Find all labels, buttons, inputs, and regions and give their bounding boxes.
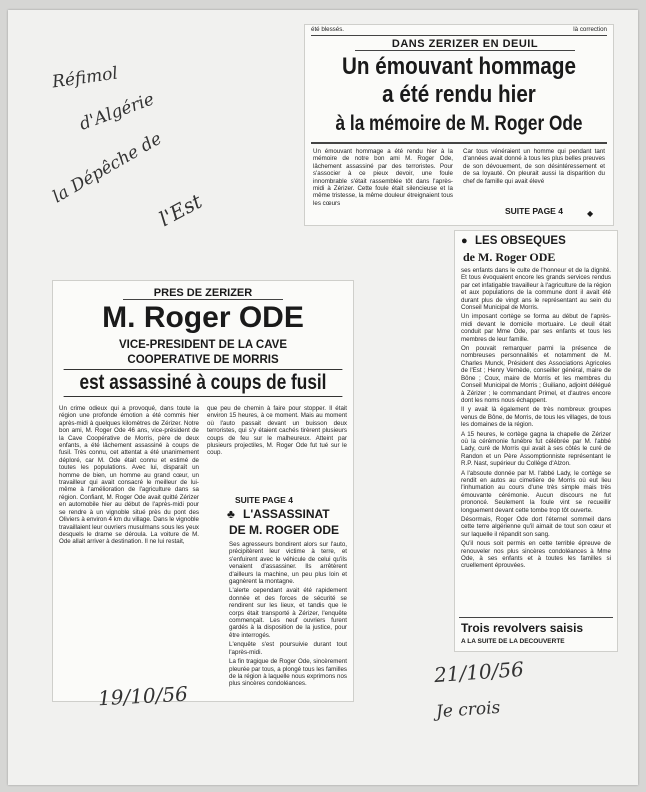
assassinat-col-1: Un crime odieux qui a provoqué, dans toute la région une profonde émotion a été commis hier après-midi à quelques kilomètres de Zérizer. Notre bon ami, M. Roger Ode 46 ans, vice-président de la Cave Coopérative de Morris, père de deux enfants, a été lâchement assassiné à coups de fusil. Très connu, cet attentat a été unanimement déploré, car M. Ode était connu et estimé de toutes les populations. Avec lui, disparaît un homme de bien, un homme au grand cœur, un travailleur qui avait consacré le meilleur de lui-même à l'amélioration de l'agriculture dans sa région. Confiant, M. Roger Ode avait quitté Zérizer en automobile hier au début de l'après-midi pour se rendre à un vignoble situé près du pont des Oliviers à environ 4 km du village. Dans le vignoble travaillaient leur ouvriers musulmans sous les yeux desquels le drame se déroula. La voiture de M. Ode allait arriver à destination. Il ne lui restait,	[59, 405, 199, 546]
handwritten-source-line-3: la Dépêche de	[49, 128, 166, 208]
handwritten-source-line-1: Réfimol	[50, 63, 120, 93]
obseques-paragraph-4: Il y avait là également de très nombreux groupes venus de Bône, de Morris, de tous les villages, de tous les domaines de la région.	[461, 406, 611, 429]
assassinat-suite: SUITE PAGE 4	[235, 495, 293, 505]
clipping-obseques	[454, 230, 618, 652]
top-strip-left: été blessés.	[311, 26, 345, 33]
handwritten-date-right: 21/10/56	[433, 656, 525, 688]
obseques-paragraph-5: A 15 heures, le cortège gagna la chapelle de Zérizer où la cérémonie funèbre fut célébrée par M. l'abbé Lady, curé de Morris qui avait à ses côtés le curé de Randon et un Père Assomptionniste représentant le R.P. Nast, supérieur du Collège d'Alzon.	[461, 430, 611, 468]
obseques-paragraph-3: On pouvait remarquer parmi la présence de nombreuses personnalités et notamment de M. Charles Munck, Président des Associations Agricoles de l'Est ; Henry Vernède, conseiller général, maire de Bône ; Coux, maire de Morris et les membres du Conseil Municipal de Morris ; Guiliano, adjoint délégué à Zérizer ; le commandant Primel, et d'autres encore dont les noms nous échappent.	[461, 345, 611, 404]
victim-subtitle-2: COOPERATIVE DE MORRIS	[127, 354, 279, 366]
obseques-paragraph-1: ses enfants dans le culte de l'honneur et de la dignité. Et tous évoquaient encore les grands services rendus par cet infatigable travailleur à l'agriculture de la région et aux populations de la commune dont il avait été durant plus de vingt ans le représentant au sein du Conseil Municipal de Morris.	[461, 267, 611, 312]
obseques-paragraph-2: Un imposant cortège se forma au début de l'après-midi devant le domicile mortuaire. Le deuil était conduit par Mme Ode, par ses enfants et tous les membres de leur famille.	[461, 313, 611, 343]
handwritten-date-left: 19/10/56	[97, 681, 189, 711]
assassinat-headline: est assassiné à coups de fusil	[64, 369, 343, 397]
obseques-title-2: de M. Roger ODE	[463, 250, 556, 264]
assassinat-subhead-2: DE M. ROGER ODE	[229, 523, 340, 537]
hommage-kicker: DANS ZERIZER EN DEUIL	[355, 38, 575, 51]
obseques-paragraph-7: Désormais, Roger Ode dort l'éternel sommeil dans cette terre algérienne qu'il aimait de tout son cœur et sur laquelle il répandit son sang.	[461, 516, 611, 538]
hommage-headline-1: Un émouvant hommage	[342, 53, 576, 80]
bullet-icon: ●	[461, 235, 468, 247]
assassinat-paragraph-2: L'alerte cependant avait été rapidement donnée et des forces de sécurité se rendirent sur les lieux, et tandis que le corps était transporté à Zérizer, l'enquête commençait. Les neuf ouvriers furent gardés à la disposition de la justice, pour être interrogés.	[229, 587, 347, 639]
assassinat-paragraph-4: La fin tragique de Roger Ode, sincèrement pleurée par tous, a plongé tous les familles de la région à laquelle nous exprimons nos plus sincères condoléances.	[229, 658, 347, 688]
handwritten-source-line-2: d'Algérie	[76, 89, 157, 135]
hommage-suite: SUITE PAGE 4	[505, 206, 563, 216]
hommage-headline-2: a été rendu hier	[382, 81, 536, 108]
hommage-col-1: Un émouvant hommage a été rendu hier à la mémoire de notre bon ami M. Roger Ode, lâchement assassiné par des terroristes. Pour s'associer à ce pieux devoir, une foule innombrable s'était rassemblée tôt dans l'après-midi à Zérizer. Cette foule était silencieuse et la même tristesse, la même douleur étreignaient tous les cœurs	[313, 148, 453, 207]
assassinat-col-2: que peu de chemin à faire pour stopper. Il était environ 15 heures, à ce moment. Mais au moment où l'auto passait devant un buisson deux terroristes, qui s'y étaient cachés tirèrent plusieurs coups de feu sur le malheureux. Atteint par plusieurs projectiles, M. Roger Ode fut tué sur le coup.	[207, 405, 347, 457]
obseques-paragraph-8: Qu'il nous soit permis en cette terrible épreuve de renouveler nos plus sincères condoléances à Mme Ode, à ses enfants et à toutes les familles si cruellement éprouvées.	[461, 540, 611, 570]
hommage-col-2: Car tous vénéraient un homme qui pendant tant d'années avait donné à tous les plus belles preuves de son dévouement, de son désintéressement et de sa loyauté. On pleurait aussi la disparition du chef de famille qui avait élevé	[463, 148, 605, 185]
clipping-hommage	[304, 24, 614, 226]
handwritten-date-note: Je crois	[435, 697, 501, 723]
top-strip-right: là correction	[573, 26, 607, 33]
assassinat-paragraph-1: Ses agresseurs bondirent alors sur l'auto, précipitèrent leur victime à terre, et s'enfuirent avec le véhicule de celui qu'ils venaient d'assassiner. Ils arrêtèrent d'ailleurs la machine, un peu plus loin et gagnèrent la montagne.	[229, 541, 347, 586]
victim-name: M. Roger ODE	[102, 301, 304, 334]
obseques-paragraph-6: A l'absoute donnée par M. l'abbé Lady, le cortège se rendit en autos au cimetière de Morris où eut lieu l'inhumation au cours d'une très simple mais très émouvante cérémonie. Aucun discours ne fut prononcé. Seulement la foule vint se recueillir longuement devant cette tombe trop tôt ouverte.	[461, 469, 611, 514]
victim-subtitle-1: VICE-PRESIDENT DE LA CAVE	[118, 339, 288, 351]
scanned-page	[8, 10, 638, 785]
revolvers-subtitle: A LA SUITE DE LA DECOUVERTE	[461, 638, 565, 645]
assassinat-subhead-1: L'ASSASSINAT	[243, 507, 330, 521]
handwritten-source-line-4: l'Est	[154, 188, 206, 232]
revolvers-title: Trois revolvers saisis	[461, 621, 584, 635]
club-icon: ♣	[227, 507, 235, 521]
clipping-assassinat	[52, 280, 354, 702]
obseques-title-1: LES OBSEQUES	[475, 235, 566, 247]
hommage-arrow-icon: ◆	[587, 209, 594, 218]
hommage-headline-3: à la mémoire de M. Roger Ode	[335, 112, 583, 135]
assassinat-kicker: PRES DE ZERIZER	[123, 287, 283, 300]
assassinat-paragraph-3: L'enquête s'est poursuivie durant tout l'après-midi.	[229, 641, 347, 656]
